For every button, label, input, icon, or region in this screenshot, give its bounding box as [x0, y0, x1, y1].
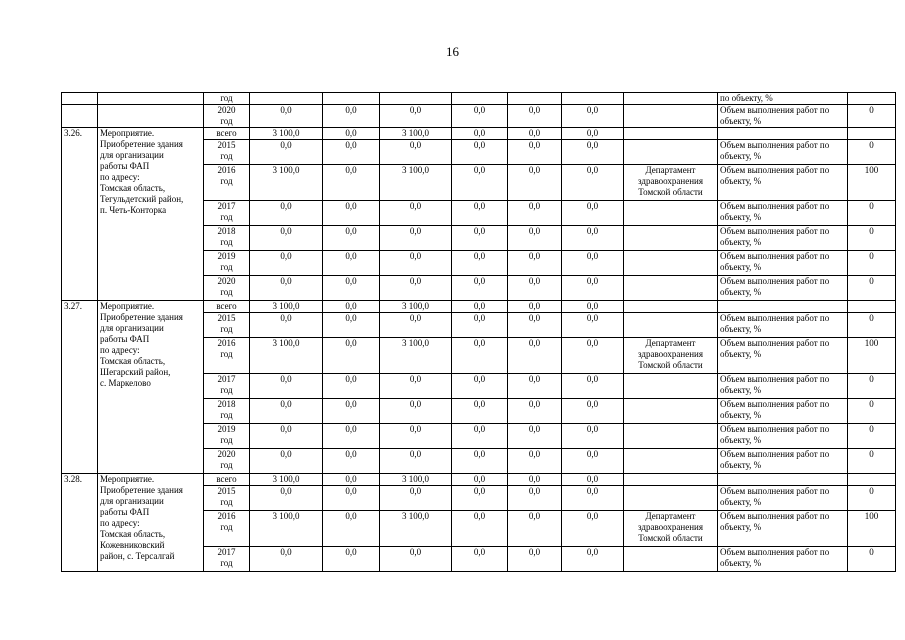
value-cell: 0,0	[508, 338, 562, 374]
value-cell: 3 100,0	[380, 338, 452, 374]
responsible-cell	[624, 93, 718, 105]
value-cell: 3 100,0	[250, 511, 323, 547]
target-cell: 0	[848, 226, 896, 251]
indicator-cell: Объем выполнения работ по объекту, %	[718, 251, 848, 276]
indicator-cell: Объем выполнения работ по объекту, %	[718, 338, 848, 374]
value-cell: 0,0	[562, 105, 624, 128]
year-cell: 2019 год	[204, 251, 250, 276]
indicator-cell: Объем выполнения работ по объекту, %	[718, 424, 848, 449]
page-number: 16	[446, 44, 459, 59]
responsible-cell	[624, 374, 718, 399]
target-cell: 0	[848, 547, 896, 572]
year-cell: 2017 год	[204, 201, 250, 226]
value-cell: 0,0	[323, 374, 380, 399]
value-cell: 0,0	[562, 128, 624, 140]
value-cell: 0,0	[323, 105, 380, 128]
year-cell: 2015 год	[204, 313, 250, 338]
value-cell: 0,0	[452, 276, 508, 301]
value-cell	[250, 93, 323, 105]
value-cell: 0,0	[452, 128, 508, 140]
table-row	[62, 474, 896, 486]
value-cell: 0,0	[508, 165, 562, 201]
value-cell: 3 100,0	[250, 474, 323, 486]
value-cell: 0,0	[508, 251, 562, 276]
indicator-cell	[718, 128, 848, 140]
program-table	[61, 92, 896, 572]
value-cell: 0,0	[508, 547, 562, 572]
event-title: Мероприятие.	[100, 128, 155, 138]
indicator-cell: Объем выполнения работ по объекту, %	[718, 140, 848, 165]
event-details: Приобретение здания для организации работы ФАП по адресу: Томская область, Шегарский район, с. Маркелово	[100, 312, 183, 388]
table-row	[62, 93, 896, 105]
target-cell: 0	[848, 201, 896, 226]
value-cell: 0,0	[250, 547, 323, 572]
value-cell: 0,0	[380, 105, 452, 128]
table-row	[62, 301, 896, 313]
value-cell: 0,0	[508, 486, 562, 511]
target-cell	[848, 93, 896, 105]
value-cell: 3 100,0	[380, 128, 452, 140]
item-number: 3.28.	[62, 474, 98, 572]
value-cell: 0,0	[562, 226, 624, 251]
responsible-cell	[624, 105, 718, 128]
value-cell: 0,0	[323, 301, 380, 313]
value-cell: 0,0	[562, 374, 624, 399]
year-cell: 2020 год	[204, 276, 250, 301]
year-cell: 2016 год	[204, 338, 250, 374]
event-title: Мероприятие.	[100, 301, 155, 311]
value-cell: 0,0	[250, 486, 323, 511]
value-cell: 0,0	[250, 424, 323, 449]
value-cell: 0,0	[323, 140, 380, 165]
target-cell: 0	[848, 251, 896, 276]
value-cell	[323, 93, 380, 105]
year-cell: 2017 год	[204, 547, 250, 572]
value-cell: 0,0	[508, 276, 562, 301]
value-cell	[452, 93, 508, 105]
value-cell: 0,0	[452, 226, 508, 251]
value-cell: 0,0	[452, 449, 508, 474]
target-cell: 0	[848, 140, 896, 165]
table-row	[62, 128, 896, 140]
value-cell: 0,0	[508, 201, 562, 226]
value-cell: 0,0	[323, 486, 380, 511]
value-cell: 0,0	[250, 251, 323, 276]
value-cell: 0,0	[452, 301, 508, 313]
target-cell: 0	[848, 313, 896, 338]
event-details: Приобретение здания для организации работы ФАП по адресу: Томская область, Кожевниковский район, с. Терсалгай	[100, 485, 183, 561]
event-title: Мероприятие.	[100, 474, 155, 484]
responsible-cell	[624, 226, 718, 251]
value-cell: 0,0	[323, 276, 380, 301]
item-number: 3.26.	[62, 128, 98, 301]
value-cell: 0,0	[562, 338, 624, 374]
target-cell	[848, 128, 896, 140]
target-cell	[848, 301, 896, 313]
value-cell: 0,0	[250, 226, 323, 251]
value-cell: 0,0	[452, 374, 508, 399]
target-cell	[848, 474, 896, 486]
value-cell: 0,0	[380, 226, 452, 251]
value-cell: 0,0	[452, 486, 508, 511]
year-cell: 2019 год	[204, 424, 250, 449]
value-cell: 0,0	[323, 424, 380, 449]
event-description	[98, 474, 204, 572]
description-cell	[98, 93, 204, 105]
value-cell: 3 100,0	[250, 128, 323, 140]
value-cell: 0,0	[380, 547, 452, 572]
value-cell: 0,0	[452, 140, 508, 165]
value-cell: 3 100,0	[380, 301, 452, 313]
value-cell: 0,0	[562, 301, 624, 313]
value-cell: 3 100,0	[380, 165, 452, 201]
value-cell: 0,0	[562, 313, 624, 338]
value-cell: 0,0	[508, 474, 562, 486]
indicator-cell: Объем выполнения работ по объекту, %	[718, 313, 848, 338]
value-cell: 0,0	[380, 201, 452, 226]
value-cell: 0,0	[323, 399, 380, 424]
value-cell: 0,0	[380, 276, 452, 301]
value-cell: 0,0	[452, 251, 508, 276]
value-cell: 0,0	[323, 165, 380, 201]
value-cell: 0,0	[250, 201, 323, 226]
indicator-cell: Объем выполнения работ по объекту, %	[718, 547, 848, 572]
event-description	[98, 128, 204, 301]
responsible-cell	[624, 140, 718, 165]
value-cell: 0,0	[250, 313, 323, 338]
table-row	[62, 105, 896, 128]
value-cell: 0,0	[250, 276, 323, 301]
target-cell: 100	[848, 338, 896, 374]
indicator-cell: Объем выполнения работ по объекту, %	[718, 105, 848, 128]
target-cell: 0	[848, 424, 896, 449]
value-cell: 0,0	[323, 547, 380, 572]
event-description	[98, 301, 204, 474]
indicator-cell: Объем выполнения работ по объекту, %	[718, 486, 848, 511]
value-cell: 0,0	[250, 449, 323, 474]
value-cell	[508, 93, 562, 105]
value-cell: 0,0	[323, 128, 380, 140]
description-cell	[98, 105, 204, 128]
value-cell: 0,0	[562, 449, 624, 474]
responsible-cell: Департамент здравоохранения Томской области	[624, 165, 718, 201]
value-cell: 0,0	[323, 201, 380, 226]
value-cell: 0,0	[323, 313, 380, 338]
target-cell: 0	[848, 449, 896, 474]
target-cell: 0	[848, 276, 896, 301]
year-cell: 2018 год	[204, 226, 250, 251]
value-cell: 0,0	[323, 449, 380, 474]
value-cell: 3 100,0	[380, 474, 452, 486]
value-cell: 0,0	[508, 511, 562, 547]
target-cell: 0	[848, 105, 896, 128]
year-cell: 2020 год	[204, 449, 250, 474]
value-cell: 0,0	[452, 424, 508, 449]
indicator-cell	[718, 301, 848, 313]
value-cell: 0,0	[562, 165, 624, 201]
value-cell: 3 100,0	[250, 338, 323, 374]
value-cell: 0,0	[562, 424, 624, 449]
value-cell: 0,0	[508, 140, 562, 165]
value-cell: 0,0	[562, 140, 624, 165]
year-cell: 2015 год	[204, 486, 250, 511]
value-cell: 0,0	[452, 399, 508, 424]
value-cell: 0,0	[562, 511, 624, 547]
value-cell: 0,0	[250, 374, 323, 399]
year-cell: всего	[204, 301, 250, 313]
responsible-cell	[624, 486, 718, 511]
responsible-cell: Департамент здравоохранения Томской области	[624, 511, 718, 547]
value-cell: 0,0	[452, 338, 508, 374]
value-cell: 0,0	[380, 449, 452, 474]
value-cell: 0,0	[508, 301, 562, 313]
target-cell: 100	[848, 165, 896, 201]
value-cell: 3 100,0	[380, 511, 452, 547]
year-cell: 2016 год	[204, 165, 250, 201]
value-cell: 0,0	[562, 251, 624, 276]
value-cell: 0,0	[508, 105, 562, 128]
value-cell: 0,0	[452, 105, 508, 128]
value-cell: 0,0	[452, 165, 508, 201]
value-cell: 0,0	[380, 313, 452, 338]
indicator-cell: Объем выполнения работ по объекту, %	[718, 374, 848, 399]
value-cell: 0,0	[452, 313, 508, 338]
value-cell: 0,0	[562, 201, 624, 226]
value-cell: 0,0	[508, 424, 562, 449]
target-cell: 0	[848, 399, 896, 424]
value-cell: 0,0	[452, 474, 508, 486]
year-cell: 2018 год	[204, 399, 250, 424]
value-cell: 0,0	[250, 140, 323, 165]
value-cell: 0,0	[250, 399, 323, 424]
value-cell: 0,0	[323, 226, 380, 251]
year-cell: 2017 год	[204, 374, 250, 399]
value-cell: 0,0	[508, 313, 562, 338]
value-cell	[380, 93, 452, 105]
responsible-cell	[624, 424, 718, 449]
indicator-cell: Объем выполнения работ по объекту, %	[718, 276, 848, 301]
responsible-cell: Департамент здравоохранения Томской области	[624, 338, 718, 374]
indicator-cell: по объекту, %	[718, 93, 848, 105]
value-cell: 0,0	[380, 399, 452, 424]
responsible-cell	[624, 251, 718, 276]
value-cell	[562, 93, 624, 105]
value-cell: 0,0	[380, 486, 452, 511]
indicator-cell: Объем выполнения работ по объекту, %	[718, 201, 848, 226]
indicator-cell: Объем выполнения работ по объекту, %	[718, 449, 848, 474]
responsible-cell	[624, 547, 718, 572]
year-cell: всего	[204, 128, 250, 140]
value-cell: 0,0	[323, 251, 380, 276]
value-cell: 0,0	[323, 511, 380, 547]
year-cell: 2020 год	[204, 105, 250, 128]
year-cell: 2016 год	[204, 511, 250, 547]
value-cell: 0,0	[562, 486, 624, 511]
item-number: 3.27.	[62, 301, 98, 474]
value-cell: 0,0	[323, 338, 380, 374]
value-cell: 0,0	[452, 511, 508, 547]
indicator-cell: Объем выполнения работ по объекту, %	[718, 511, 848, 547]
year-cell: 2015 год	[204, 140, 250, 165]
value-cell: 0,0	[508, 449, 562, 474]
responsible-cell	[624, 313, 718, 338]
responsible-cell	[624, 276, 718, 301]
value-cell: 0,0	[323, 474, 380, 486]
value-cell: 0,0	[562, 276, 624, 301]
target-cell: 0	[848, 374, 896, 399]
indicator-cell: Объем выполнения работ по объекту, %	[718, 226, 848, 251]
year-cell: всего	[204, 474, 250, 486]
value-cell: 0,0	[380, 251, 452, 276]
target-cell: 100	[848, 511, 896, 547]
value-cell: 0,0	[380, 140, 452, 165]
responsible-cell	[624, 201, 718, 226]
target-cell: 0	[848, 486, 896, 511]
responsible-cell	[624, 399, 718, 424]
value-cell: 3 100,0	[250, 165, 323, 201]
number-cell	[62, 93, 98, 105]
value-cell: 0,0	[452, 547, 508, 572]
value-cell: 0,0	[508, 128, 562, 140]
value-cell: 0,0	[562, 399, 624, 424]
event-details: Приобретение здания для организации работы ФАП по адресу: Томская область, Тегульдетский район, п. Четь-Конторка	[100, 139, 184, 215]
value-cell: 0,0	[380, 374, 452, 399]
indicator-cell	[718, 474, 848, 486]
responsible-cell	[624, 449, 718, 474]
number-cell	[62, 105, 98, 128]
responsible-cell	[624, 128, 718, 140]
responsible-cell	[624, 474, 718, 486]
value-cell: 0,0	[508, 226, 562, 251]
value-cell: 0,0	[562, 474, 624, 486]
value-cell: 0,0	[380, 424, 452, 449]
value-cell: 0,0	[508, 374, 562, 399]
value-cell: 3 100,0	[250, 301, 323, 313]
year-cell: год	[204, 93, 250, 105]
indicator-cell: Объем выполнения работ по объекту, %	[718, 165, 848, 201]
indicator-cell: Объем выполнения работ по объекту, %	[718, 399, 848, 424]
responsible-cell	[624, 301, 718, 313]
value-cell: 0,0	[452, 201, 508, 226]
value-cell: 0,0	[562, 547, 624, 572]
value-cell: 0,0	[250, 105, 323, 128]
value-cell: 0,0	[508, 399, 562, 424]
